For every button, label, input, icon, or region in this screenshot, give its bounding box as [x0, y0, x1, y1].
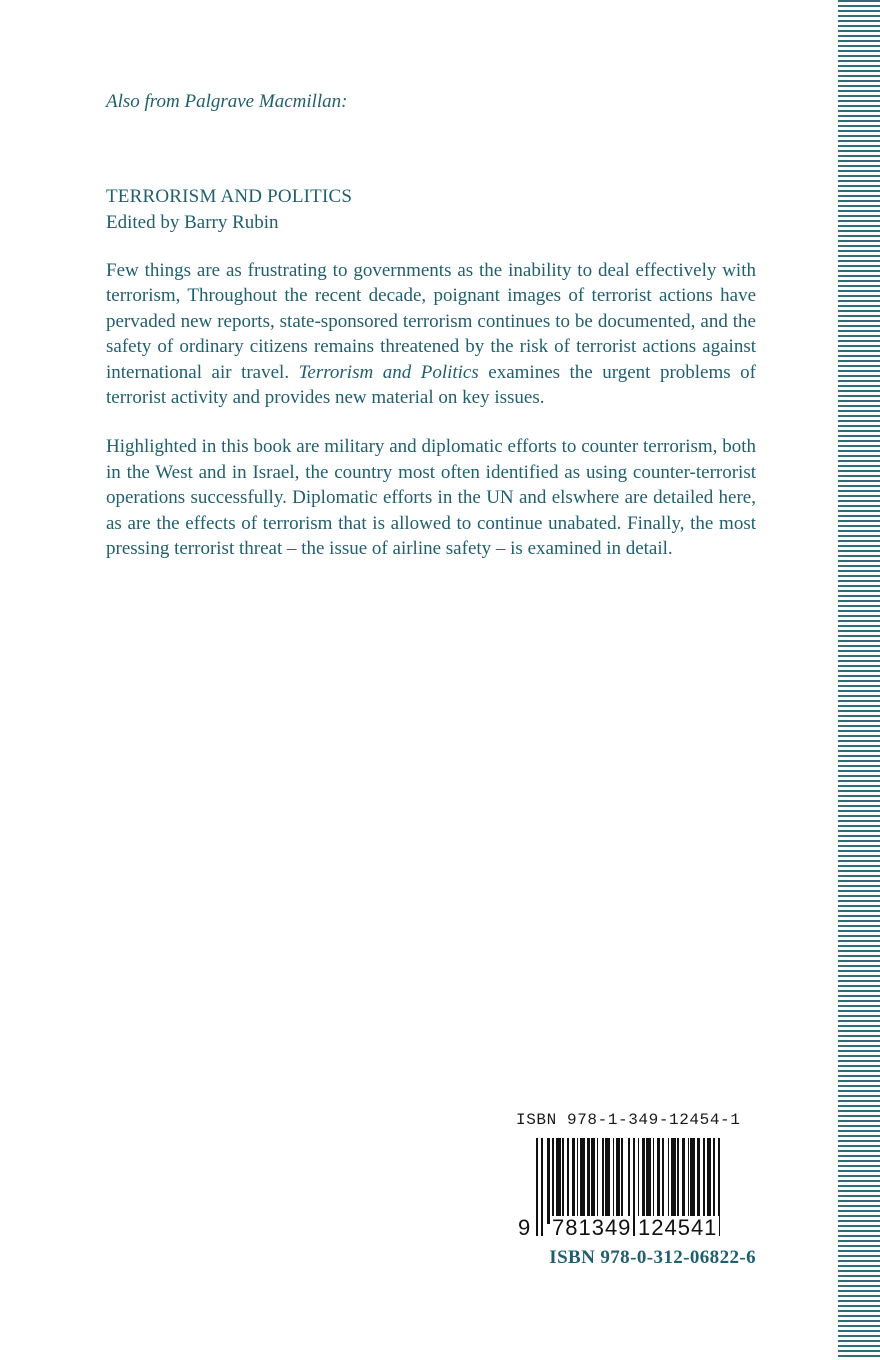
also-from-heading: Also from Palgrave Macmillan:: [106, 91, 348, 112]
para1-text-end: examines the urgent problems of terrorist activity and provides new material on key issues.: [106, 361, 756, 409]
decorative-spine-stripes: [838, 0, 880, 1360]
para1-book-title-italic: Terrorism and Politics: [298, 361, 479, 383]
book-title: TERRORISM AND POLITICS: [106, 186, 353, 207]
book-editor: Edited by Barry Rubin: [106, 212, 279, 233]
description-paragraph-1: [106, 258, 756, 410]
back-cover-content: [106, 90, 756, 561]
barcode-digits-left: 781349: [552, 1215, 632, 1240]
para1-text-start: Few things are as frustrating to governments as the inability to deal effectively with terrorism, Throughout the recent decade, poignant images of terrorist actions have pervaded new reports, state-sponsored terrorism continues to be documented, and the safety of ordinary citizens remains threatened by the risk of terrorist actions against international air travel.: [106, 260, 756, 383]
barcode-digits-right: 124541: [638, 1215, 718, 1240]
description-paragraph-2: Highlighted in this book are military and diplomatic efforts to counter terrorism, both in the West and in Israel, the country most often identified as using counter-terrorist operations successfully. Diplomatic efforts in the UN and elswhere are detailed here, as are the effects of terrorism that is allowed to continue unabated. Finally, the most pressing terrorist threat – the issue of airline safety – is examined in detail.: [106, 436, 756, 560]
isbn-print: ISBN 978-0-312-06822-6: [549, 1247, 756, 1268]
barcode-digit-first: 9: [518, 1215, 532, 1240]
barcode-isbn-label: ISBN 978-1-349-12454-1: [516, 1111, 741, 1129]
barcode-block: [512, 1110, 756, 1238]
barcode: [512, 1138, 756, 1238]
